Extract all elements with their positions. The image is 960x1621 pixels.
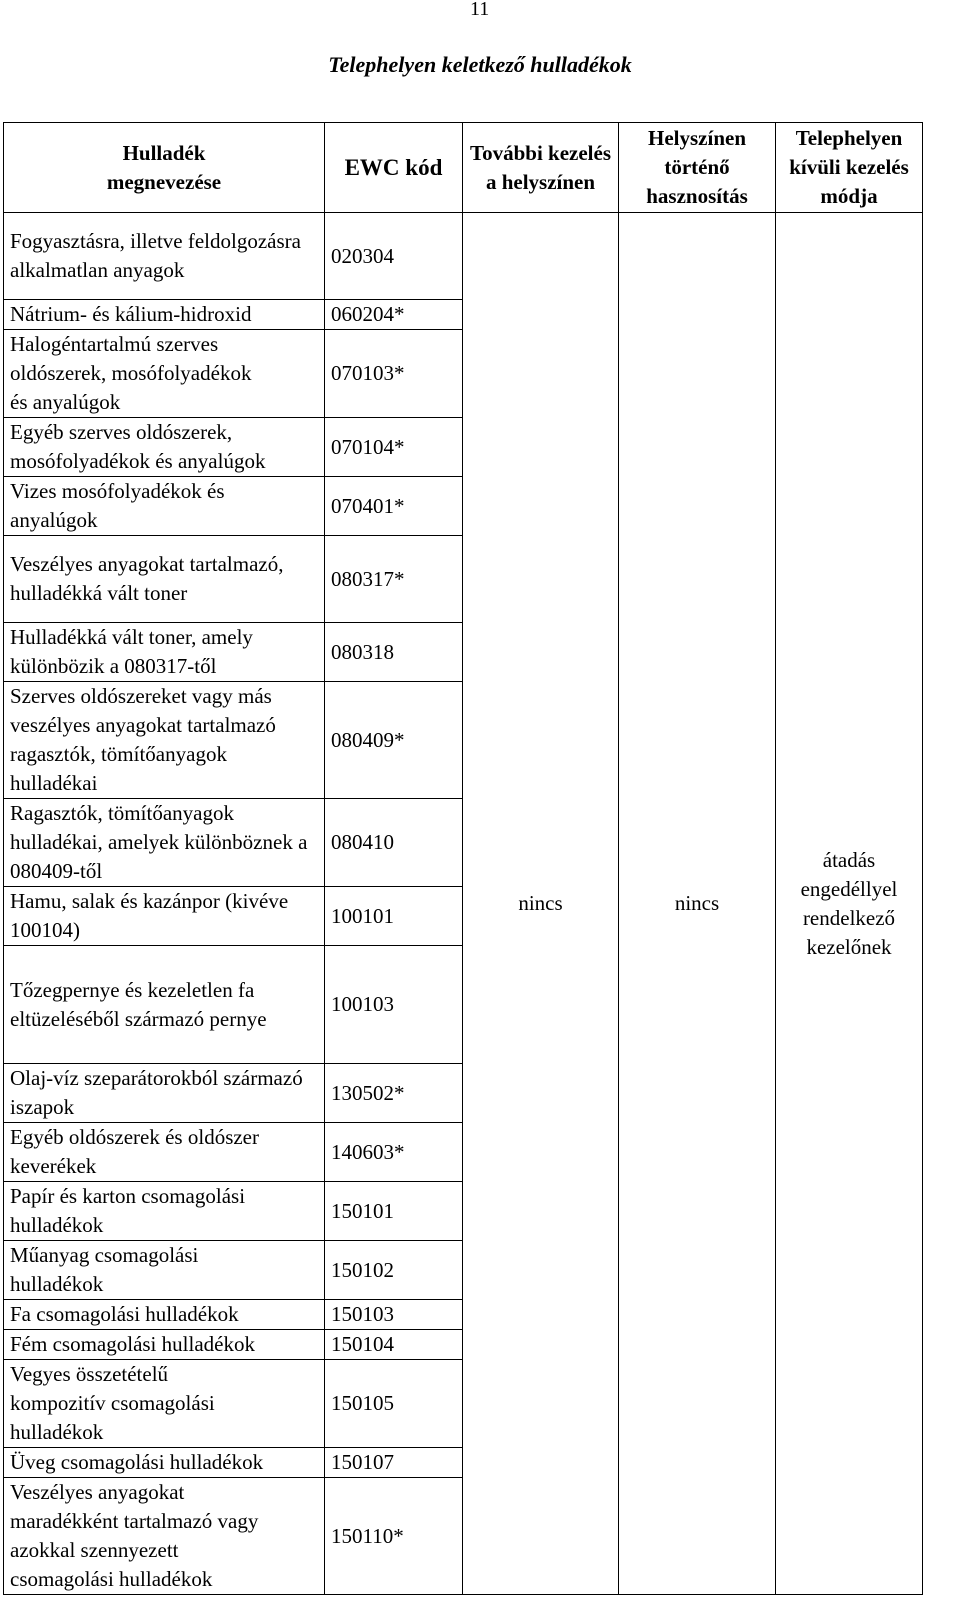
ewc-code: 070401* bbox=[325, 477, 463, 536]
ewc-code: 150102 bbox=[325, 1241, 463, 1300]
ewc-code: 060204* bbox=[325, 300, 463, 330]
waste-name: Üveg csomagolási hulladékok bbox=[4, 1448, 325, 1478]
header-further-treatment: További kezelés a helyszínen bbox=[463, 123, 619, 213]
ewc-code: 100101 bbox=[325, 887, 463, 946]
waste-name: Papír és karton csomagolási hulladékok bbox=[4, 1182, 325, 1241]
table-row bbox=[4, 213, 923, 300]
table-title: Telephelyen keletkező hulladékok bbox=[328, 52, 632, 77]
waste-name: Hulladékká vált toner, amely különbözik a 080317-től bbox=[4, 623, 325, 682]
onsite-recovery-cell: nincs bbox=[619, 213, 776, 1595]
waste-name: Olaj-víz szeparátorokból származó iszapok bbox=[4, 1064, 325, 1123]
ewc-code: 080318 bbox=[325, 623, 463, 682]
waste-name: Fa csomagolási hulladékok bbox=[4, 1300, 325, 1330]
waste-name: Műanyag csomagolási hulladékok bbox=[4, 1241, 325, 1300]
waste-table bbox=[3, 122, 923, 1595]
header-offsite-treatment: Telephelyen kívüli kezelés módja bbox=[776, 123, 923, 213]
waste-name: Halogéntartalmú szerves oldószerek, mosófolyadékok és anyalúgok bbox=[4, 330, 325, 418]
waste-name: Ragasztók, tömítőanyagok hulladékai, amelyek különböznek a 080409-től bbox=[4, 799, 325, 887]
waste-name: Veszélyes anyagokat tartalmazó, hulladékká vált toner bbox=[4, 536, 325, 623]
ewc-code: 150105 bbox=[325, 1360, 463, 1448]
waste-name: Vegyes összetételű kompozitív csomagolási hulladékok bbox=[4, 1360, 325, 1448]
header-ewc-code: EWC kód bbox=[325, 123, 463, 213]
waste-name: Fogyasztásra, illetve feldolgozásra alkalmatlan anyagok bbox=[4, 213, 325, 300]
ewc-code: 150101 bbox=[325, 1182, 463, 1241]
waste-name: Egyéb szerves oldószerek, mosófolyadékok és anyalúgok bbox=[4, 418, 325, 477]
ewc-code: 140603* bbox=[325, 1123, 463, 1182]
ewc-code: 150107 bbox=[325, 1448, 463, 1478]
ewc-code: 150104 bbox=[325, 1330, 463, 1360]
ewc-code: 080317* bbox=[325, 536, 463, 623]
waste-name: Hamu, salak és kazánpor (kivéve 100104) bbox=[4, 887, 325, 946]
ewc-code: 080409* bbox=[325, 682, 463, 799]
header-row bbox=[4, 123, 923, 213]
ewc-code: 150110* bbox=[325, 1478, 463, 1595]
ewc-code: 070103* bbox=[325, 330, 463, 418]
waste-name: Fém csomagolási hulladékok bbox=[4, 1330, 325, 1360]
ewc-code: 080410 bbox=[325, 799, 463, 887]
waste-name: Veszélyes anyagokat maradékként tartalmazó vagy azokkal szennyezett csomagolási hulladékok bbox=[4, 1478, 325, 1595]
ewc-code: 020304 bbox=[325, 213, 463, 300]
waste-name: Tőzegpernye és kezeletlen fa eltüzeléséből származó pernye bbox=[4, 946, 325, 1064]
header-waste-name: Hulladék megnevezése bbox=[4, 123, 325, 213]
ewc-code: 150103 bbox=[325, 1300, 463, 1330]
offsite-treatment-cell: átadás engedéllyel rendelkező kezelőnek bbox=[776, 213, 923, 1595]
ewc-code: 070104* bbox=[325, 418, 463, 477]
waste-name: Vizes mosófolyadékok és anyalúgok bbox=[4, 477, 325, 536]
waste-name: Szerves oldószereket vagy más veszélyes anyagokat tartalmazó ragasztók, tömítőanyagok hulladékai bbox=[4, 682, 325, 799]
further-treatment-cell: nincs bbox=[463, 213, 619, 1595]
waste-name: Nátrium- és kálium-hidroxid bbox=[4, 300, 325, 330]
page-number: 11 bbox=[470, 0, 490, 20]
waste-name: Egyéb oldószerek és oldószer keverékek bbox=[4, 1123, 325, 1182]
header-onsite-recovery: Helyszínen történő hasznosítás bbox=[619, 123, 776, 213]
ewc-code: 100103 bbox=[325, 946, 463, 1064]
ewc-code: 130502* bbox=[325, 1064, 463, 1123]
